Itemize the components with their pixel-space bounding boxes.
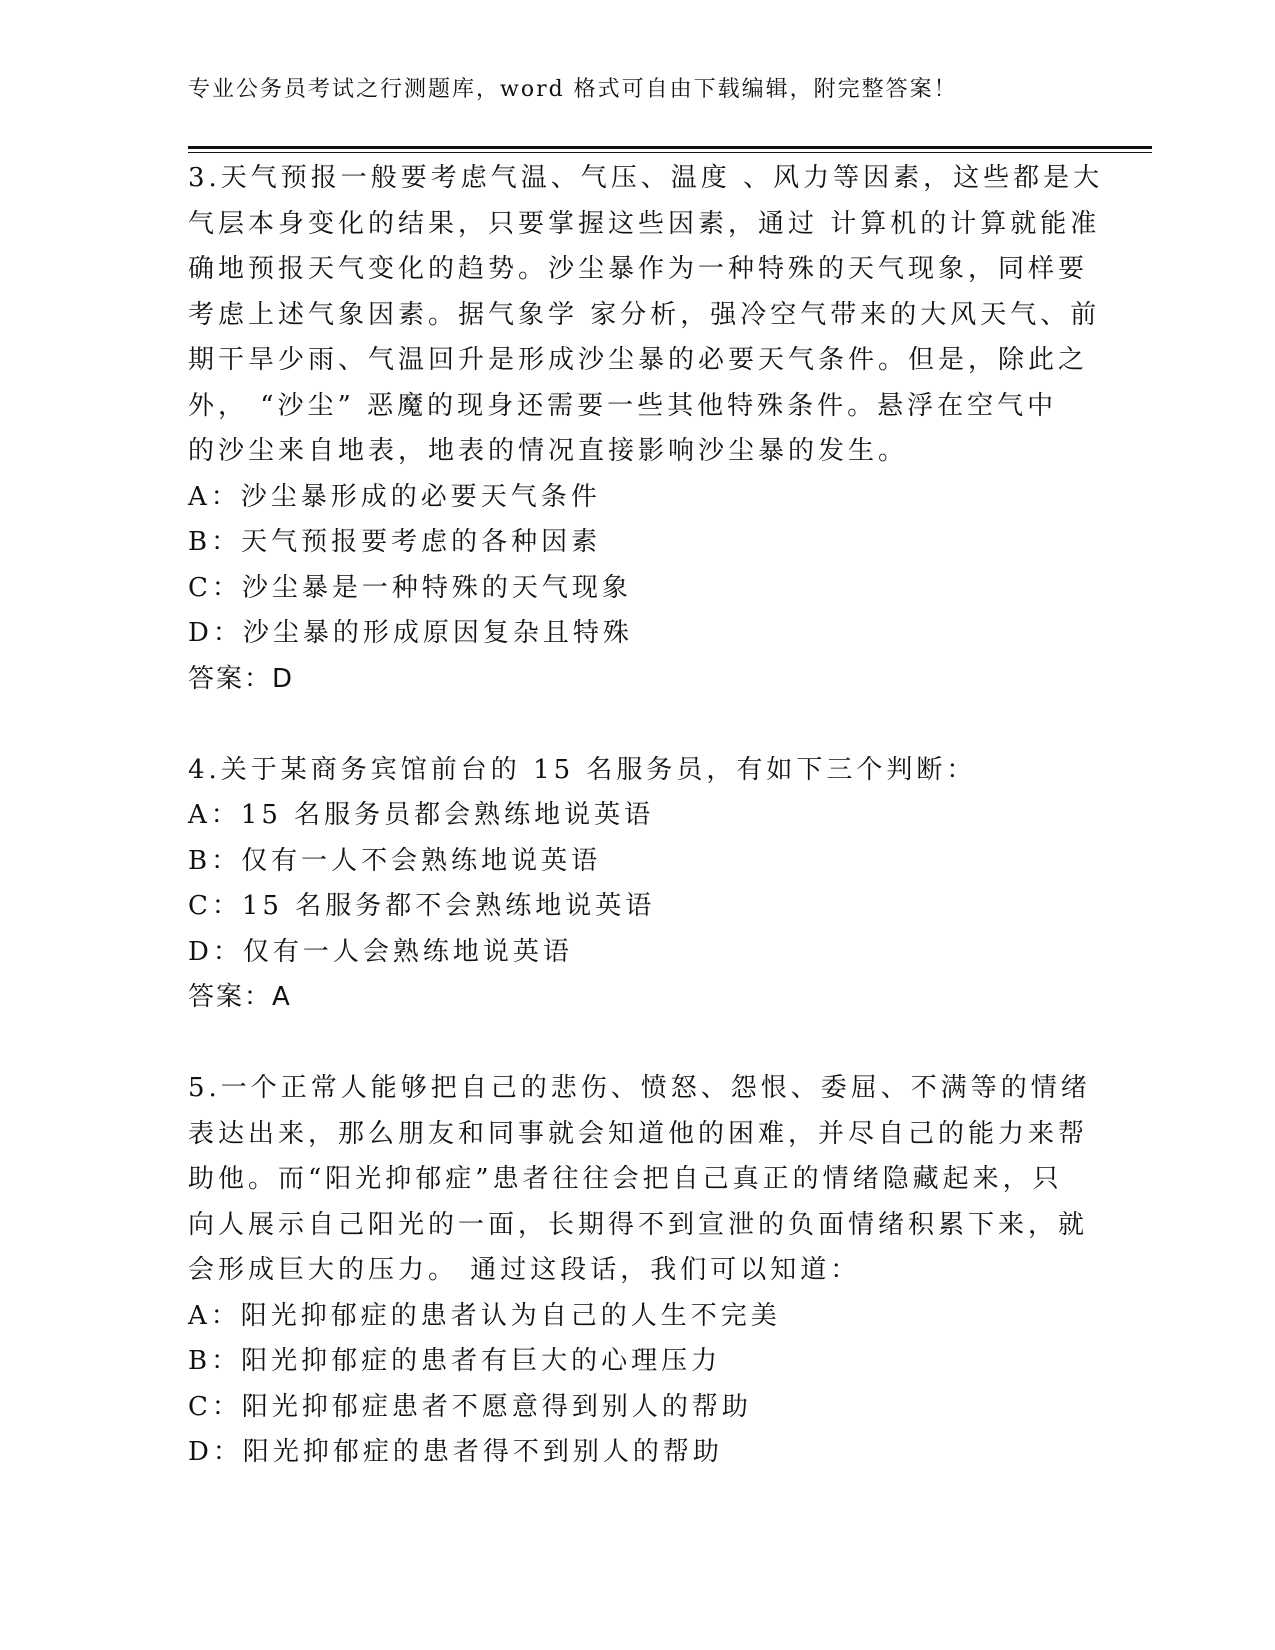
question-3	[188, 156, 1104, 702]
option-c: C：沙尘暴是一种特殊的天气现象	[188, 572, 632, 603]
option-a: A：阳光抑郁症的患者认为自己的人生不完美	[188, 1300, 781, 1331]
question-stem-line: 3.天气预报一般要考虑气温、气压、温度 、风力等因素，这些都是大	[188, 163, 1104, 193]
option-d: D：沙尘暴的形成原因复杂且特殊	[188, 618, 633, 648]
question-stem-line: 的沙尘来自地表，地表的情况直接影响沙尘暴的发生。	[188, 436, 909, 466]
question-stem-line: 考虑上述气象因素。据气象学 家分析，强冷空气带来的大风天气、前	[188, 299, 1101, 330]
page-header: 专业公务员考试之行测题库，word 格式可自由下载编辑，附完整答案！	[188, 77, 958, 102]
option-d: D：阳光抑郁症的患者得不到别人的帮助	[188, 1437, 723, 1467]
header-rule-thick	[188, 146, 1152, 149]
option-a: A：15 名服务员都会熟练地说英语	[188, 800, 655, 830]
question-stem-line: 气层本身变化的结果，只要掌握这些因素，通过 计算机的计算就能准	[188, 208, 1101, 239]
question-spacer	[188, 1021, 1088, 1067]
question-stem-line: 5.一个正常人能够把自己的悲伤、愤怒、怨恨、委屈、不满等的情绪	[188, 1073, 1091, 1103]
option-b: B：仅有一人不会熟练地说英语	[188, 845, 602, 876]
question-stem-line: 会形成巨大的压力。 通过这段话，我们可以知道：	[188, 1255, 861, 1285]
answer-label: 答案：D	[188, 663, 295, 694]
question-stem-line: 向人展示自己阳光的一面，长期得不到宣泄的负面情绪积累下来，就	[188, 1209, 1089, 1240]
option-c: C：15 名服务都不会熟练地说英语	[188, 891, 656, 921]
question-stem-line: 外， “沙尘” 恶魔的现身还需要一些其他特殊条件。悬浮在空气中	[188, 390, 1058, 421]
option-c: C：阳光抑郁症患者不愿意得到别人的帮助	[188, 1391, 752, 1422]
question-list	[188, 156, 1104, 1476]
question-stem-line: 4.关于某商务宾馆前台的 15 名服务员，有如下三个判断：	[188, 754, 977, 785]
header-rule-thin	[188, 152, 1152, 153]
option-a: A：沙尘暴形成的必要天气条件	[188, 481, 601, 512]
question-stem-line: 助他。而“阳光抑郁症”患者往往会把自己真正的情绪隐藏起来，只	[188, 1164, 1063, 1194]
question-stem-line: 期干旱少雨、气温回升是形成沙尘暴的必要天气条件。但是，除此之	[188, 345, 1089, 375]
answer-label: 答案：A	[188, 982, 292, 1012]
question-5	[188, 1066, 1091, 1476]
option-b: B：天气预报要考虑的各种因素	[188, 527, 602, 557]
option-d: D：仅有一人会熟练地说英语	[188, 936, 573, 967]
question-stem-line: 确地预报天气变化的趋势。沙尘暴作为一种特殊的天气现象，同样要	[188, 254, 1089, 284]
question-stem-line: 表达出来，那么朋友和同事就会知道他的困难，并尽自己的能力来帮	[188, 1118, 1089, 1149]
option-b: B：阳光抑郁症的患者有巨大的心理压力	[188, 1346, 722, 1376]
question-4	[188, 748, 1088, 1021]
question-spacer	[188, 702, 1088, 748]
